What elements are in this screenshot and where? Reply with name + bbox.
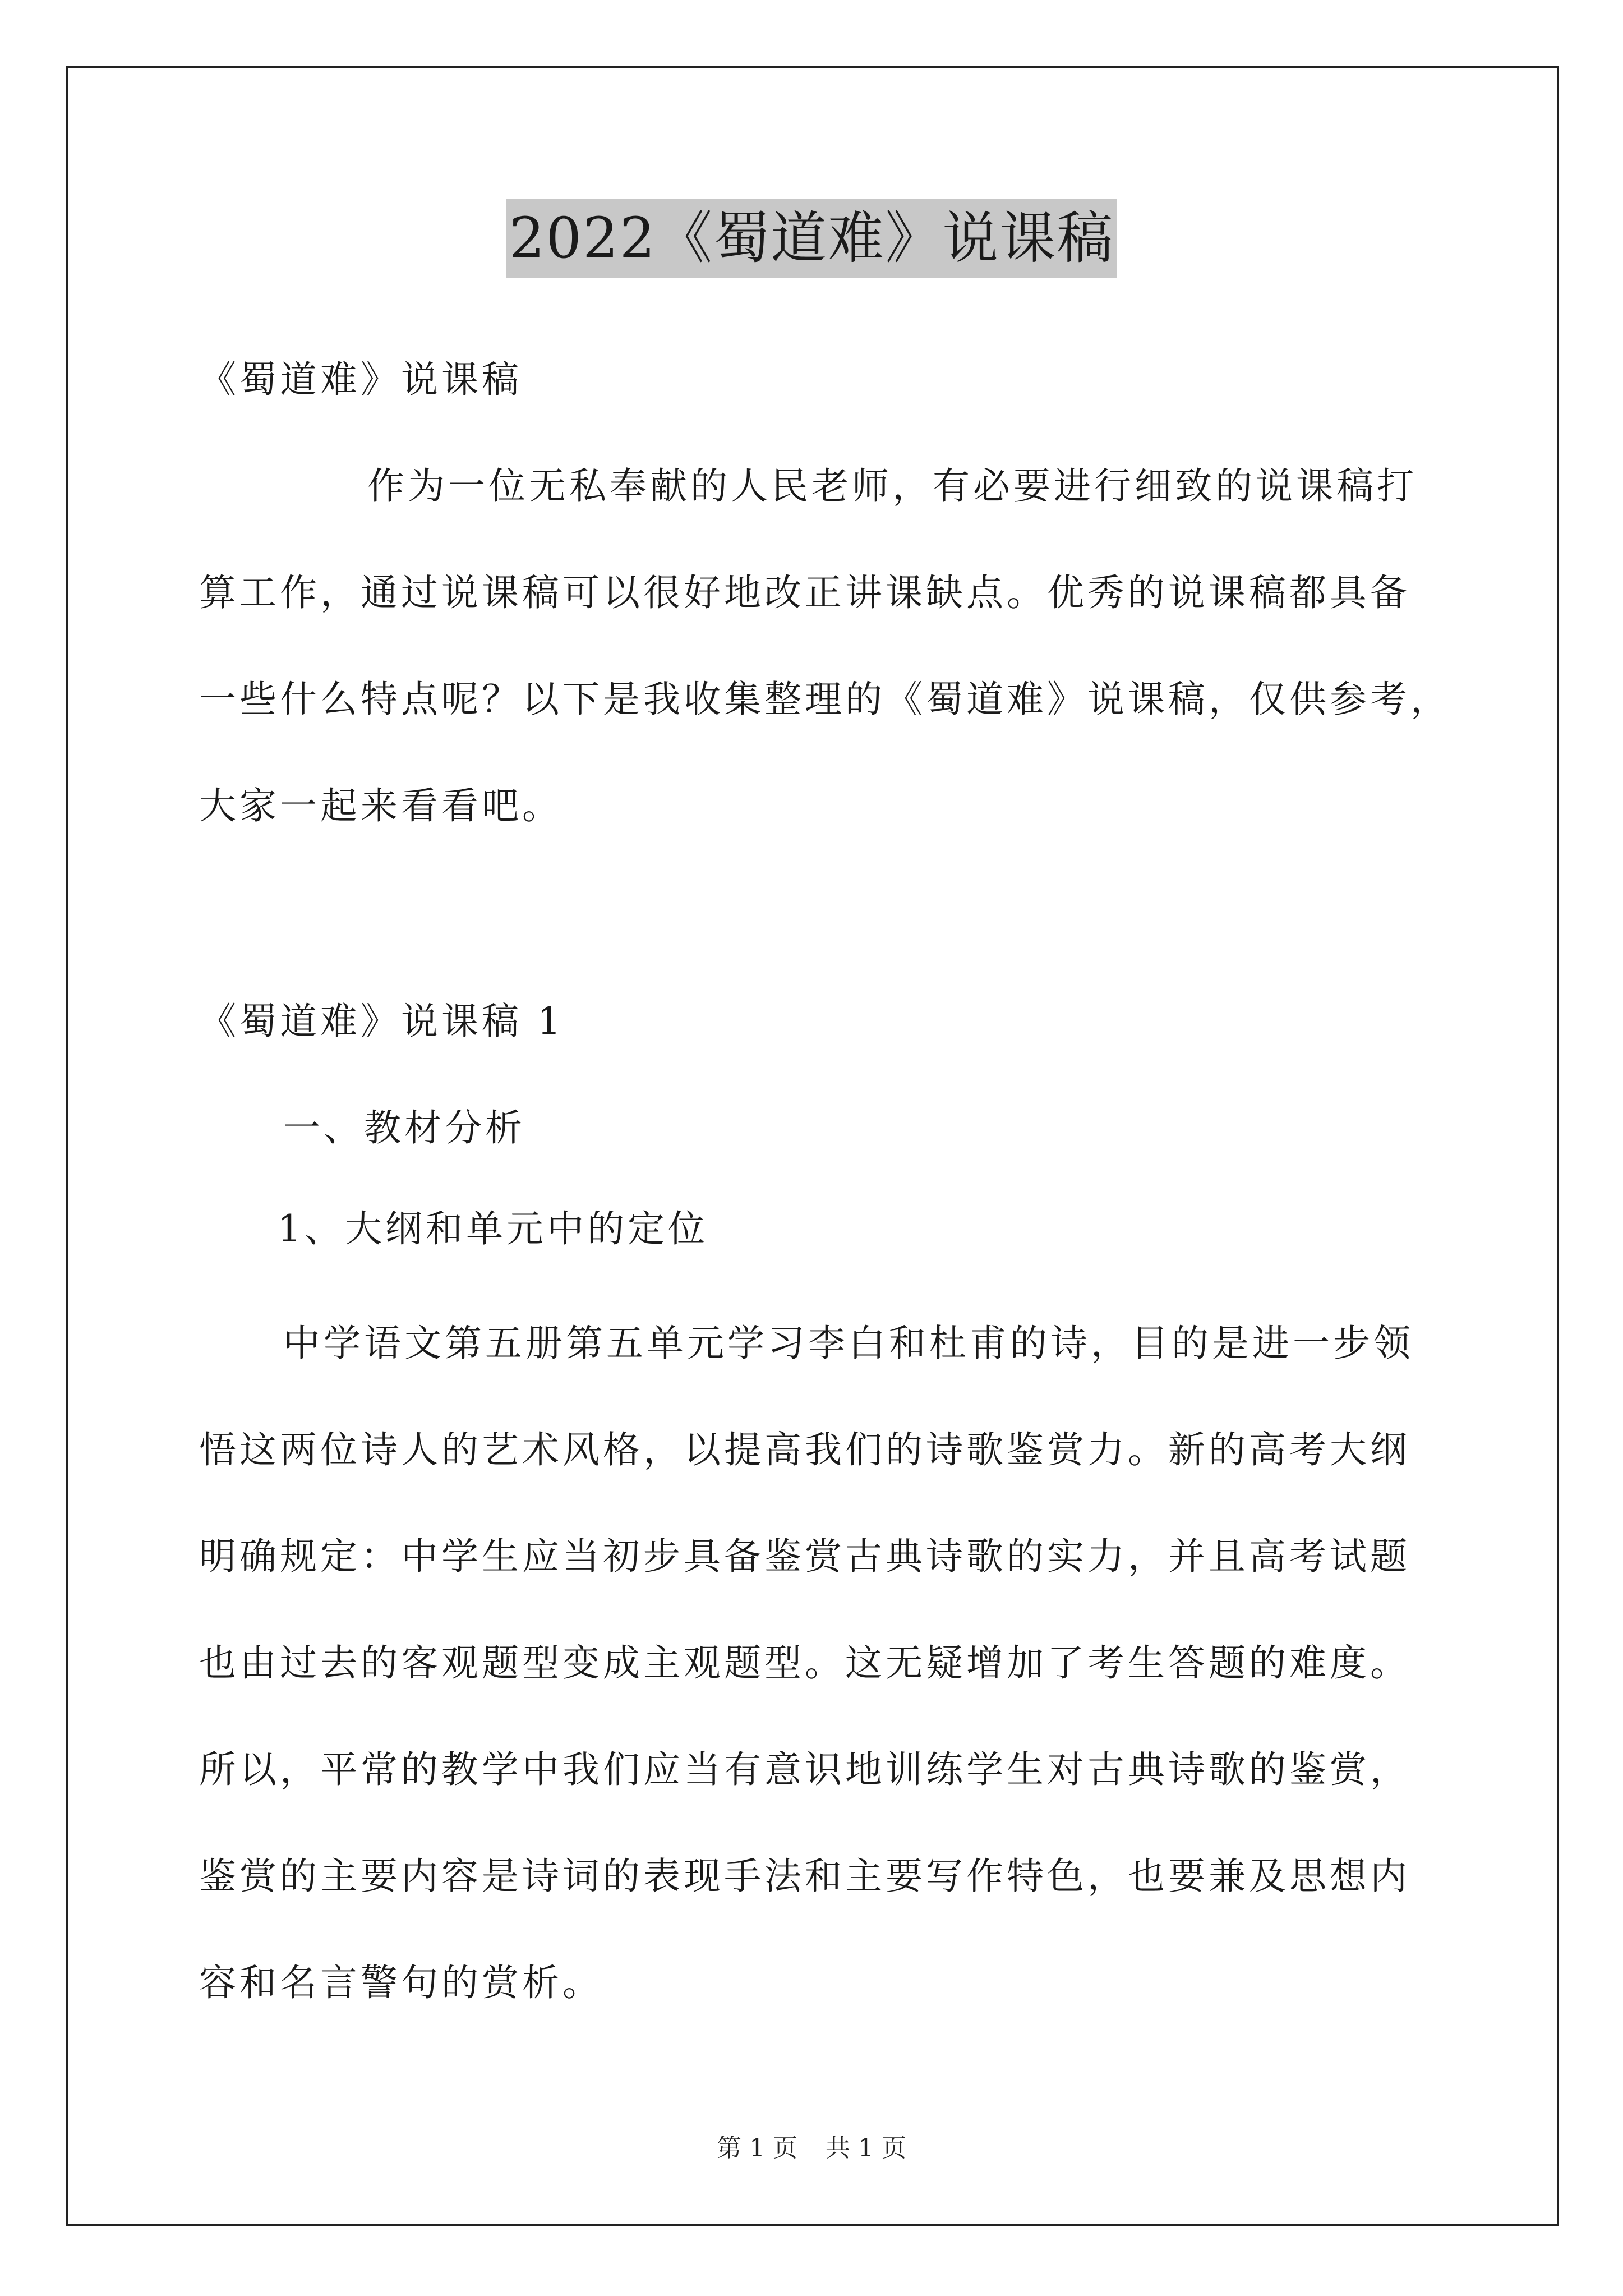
subsection-heading: 1、大纲和单元中的定位	[278, 1207, 708, 1250]
intro-line: 一些什么特点呢？以下是我收集整理的《蜀道难》说课稿，仅供参考，	[199, 678, 1451, 721]
body-line: 悟这两位诗人的艺术风格，以提高我们的诗歌鉴赏力。新的高考大纲	[199, 1428, 1410, 1471]
document-title: 2022《蜀道难》说课稿	[506, 199, 1118, 278]
section-heading: 《蜀道难》说课稿 1	[199, 1000, 564, 1043]
page-number: 第 1 页	[717, 2134, 797, 2162]
body-line: 所以，平常的教学中我们应当有意识地训练学生对古典诗歌的鉴赏，	[199, 1748, 1410, 1791]
body-line: 明确规定：中学生应当初步具备鉴赏古典诗歌的实力，并且高考试题	[199, 1535, 1410, 1578]
document-subtitle: 《蜀道难》说课稿	[199, 358, 522, 401]
intro-line: 算工作，通过说课稿可以很好地改正讲课缺点。优秀的说课稿都具备	[199, 571, 1410, 614]
body-line: 鉴赏的主要内容是诗词的表现手法和主要写作特色，也要兼及思想内	[199, 1855, 1410, 1898]
body-line: 容和名言警句的赏析。	[199, 1961, 603, 2004]
page-footer	[0, 2132, 1623, 2165]
chapter-heading: 一、教材分析	[283, 1106, 525, 1149]
total-pages: 共 1 页	[826, 2134, 906, 2162]
body-paragraph	[199, 1290, 1455, 2036]
body-line: 中学语文第五册第五单元学习李白和杜甫的诗，目的是进一步领	[283, 1322, 1414, 1365]
title-container	[0, 199, 1623, 278]
intro-paragraph	[199, 433, 1455, 859]
body-line: 也由过去的客观题型变成主观题型。这无疑增加了考生答题的难度。	[199, 1641, 1410, 1685]
intro-line: 大家一起来看看吧。	[199, 784, 562, 827]
intro-line: 作为一位无私奉献的人民老师，有必要进行细致的说课稿打	[367, 464, 1417, 508]
